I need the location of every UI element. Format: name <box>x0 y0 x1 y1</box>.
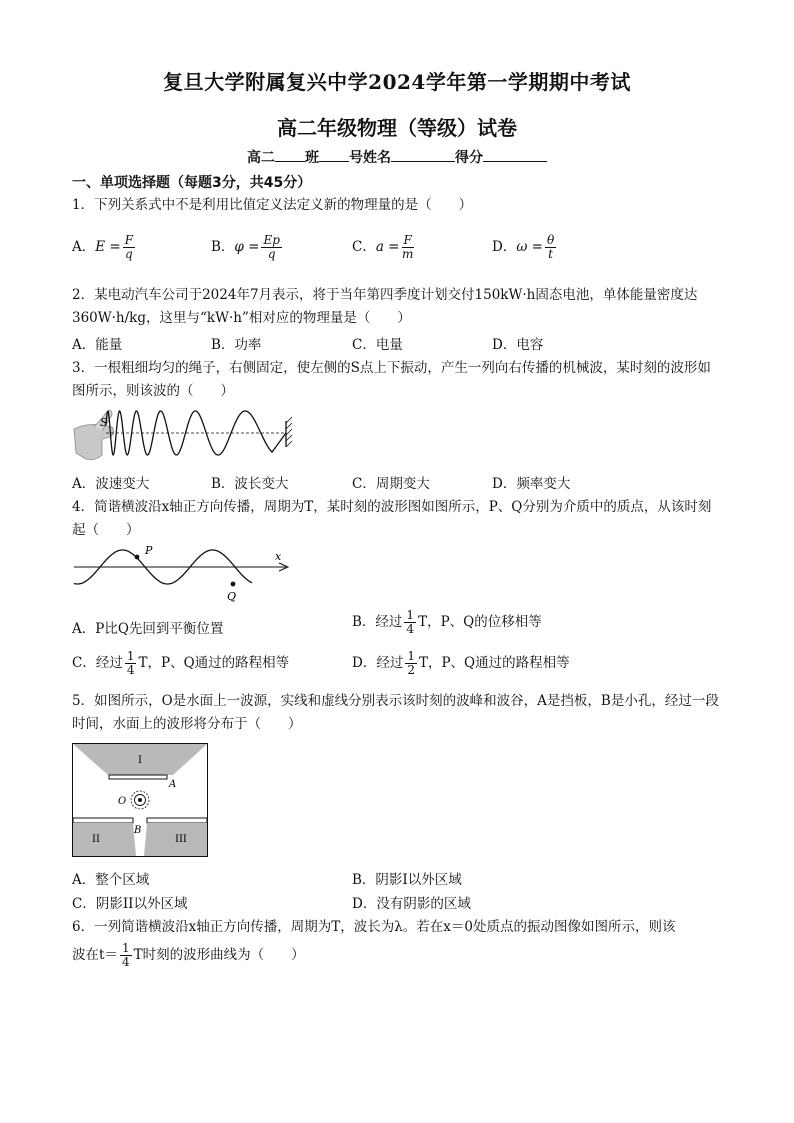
q4-option-a[interactable]: A．P比Q先回到平衡位置 <box>72 621 224 637</box>
q1-option-b[interactable]: B．φ = $\frac{Ep}{q}$ <box>211 233 280 261</box>
source-o-label: O <box>118 796 127 807</box>
q1-option-c[interactable]: C．a = $\frac{F}{m}$ <box>352 233 414 261</box>
region-2-label: II <box>92 834 100 845</box>
q4-option-d[interactable]: D．经过 $\frac{1}{2}$ T，P、Q通过的路程相等 <box>352 649 570 677</box>
student-info-line <box>0 147 794 167</box>
water-wave-figure <box>72 743 208 857</box>
q2-option-d[interactable]: D．电容 <box>492 337 544 353</box>
q5-option-c[interactable]: C．阴影II以外区域 <box>72 896 188 912</box>
q3-option-c[interactable]: C．周期变大 <box>352 476 430 492</box>
grade-label: 高二 <box>247 150 275 166</box>
question-1-stem: 1．下列关系式中不是利用比值定义法定义新的物理量的是（ ） <box>72 197 473 213</box>
q3-option-b[interactable]: B．波长变大 <box>211 476 289 492</box>
barrier-a-label: A <box>169 779 177 790</box>
q4-option-c[interactable]: C．经过 $\frac{1}{4}$ T，P、Q通过的路程相等 <box>72 649 290 677</box>
question-5-stem: 5．如图所示，O是水面上一波源，实线和虚线分别表示该时刻的波峰和波谷，A是挡板，B是小孔，经过一段时间，水面上的波形将分布于（ ） <box>72 693 719 732</box>
q2-option-b[interactable]: B．功率 <box>211 337 262 353</box>
question-6-stem-line2: 波在t＝ $\frac{1}{4}$ T时刻的波形曲线为（ ） <box>72 941 305 969</box>
wall-left <box>73 818 133 823</box>
q2-option-a[interactable]: A．能量 <box>72 337 123 353</box>
q5-option-d[interactable]: D．没有阴影的区域 <box>352 896 471 912</box>
shadow-region-2 <box>73 823 136 856</box>
score-blank[interactable] <box>483 148 547 162</box>
q5-option-b[interactable]: B．阴影I以外区域 <box>352 872 462 888</box>
class-blank[interactable] <box>275 148 305 162</box>
barrier-a <box>109 775 167 779</box>
hand-icon <box>74 411 114 460</box>
region-3-label: III <box>175 834 187 845</box>
question-3-stem: 3．一根粗细均匀的绳子，右侧固定，使左侧的S点上下振动，产生一列向右传播的机械波，某时刻的波形如图所示，则该波的（ ） <box>72 360 711 399</box>
exam-subtitle: 高二年级物理（等级）试卷 <box>277 116 517 140</box>
q1-option-d[interactable]: D．ω = $\frac{\theta}{t}$ <box>492 233 555 261</box>
x-axis-label: x <box>275 550 282 563</box>
q1-option-a[interactable]: A．E = $\frac{F}{q}$ <box>72 233 134 261</box>
q4-option-b[interactable]: B．经过 $\frac{1}{4}$ T，P、Q的位移相等 <box>352 608 542 636</box>
particle-q-dot <box>231 582 236 587</box>
rope-wave-figure <box>72 403 304 465</box>
particle-p-label: P <box>145 544 153 557</box>
score-label: 得分 <box>455 150 483 166</box>
number-name-label: 号姓名 <box>349 150 391 166</box>
source-point-label: S <box>100 416 108 429</box>
wall-hatching <box>286 417 292 447</box>
q3-option-d[interactable]: D．频率变大 <box>492 476 571 492</box>
class-label: 班 <box>305 150 319 166</box>
question-4-stem: 4．简谐横波沿x轴正方向传播，周期为T，某时刻的波形图如图所示，P、Q分别为介质中的质点，从该时刻起（ ） <box>72 499 712 538</box>
region-1-label: I <box>138 755 142 766</box>
wave-source-o <box>138 798 142 802</box>
question-2-stem: 2．某电动汽车公司于2024年7月表示，将于当年第四季度计划交付150kW·h固态电池，单体能量密度达360W·h/kg，这里与“kW·h”相对应的物理量是（ ） <box>72 287 698 326</box>
question-6-stem: 6．一列简谐横波沿x轴正方向传播，周期为T，波长为λ。若在x＝0处质点的振动图像如图所示，则该 <box>72 919 676 935</box>
q2-option-c[interactable]: C．电量 <box>352 337 403 353</box>
name-blank[interactable] <box>391 148 455 162</box>
particle-p-dot <box>135 555 140 560</box>
section-heading: 一、单项选择题（每题3分，共45分） <box>72 175 312 191</box>
q5-option-a[interactable]: A．整个区域 <box>72 872 150 888</box>
transverse-wave-figure <box>72 540 294 606</box>
exam-title: 复旦大学附属复兴中学2024学年第一学期期中考试 <box>163 70 631 94</box>
hole-b-label: B <box>134 825 142 836</box>
q3-option-a[interactable]: A．波速变大 <box>72 476 150 492</box>
number-blank[interactable] <box>319 148 349 162</box>
particle-q-label: Q <box>227 590 237 603</box>
wall-right <box>147 818 207 823</box>
